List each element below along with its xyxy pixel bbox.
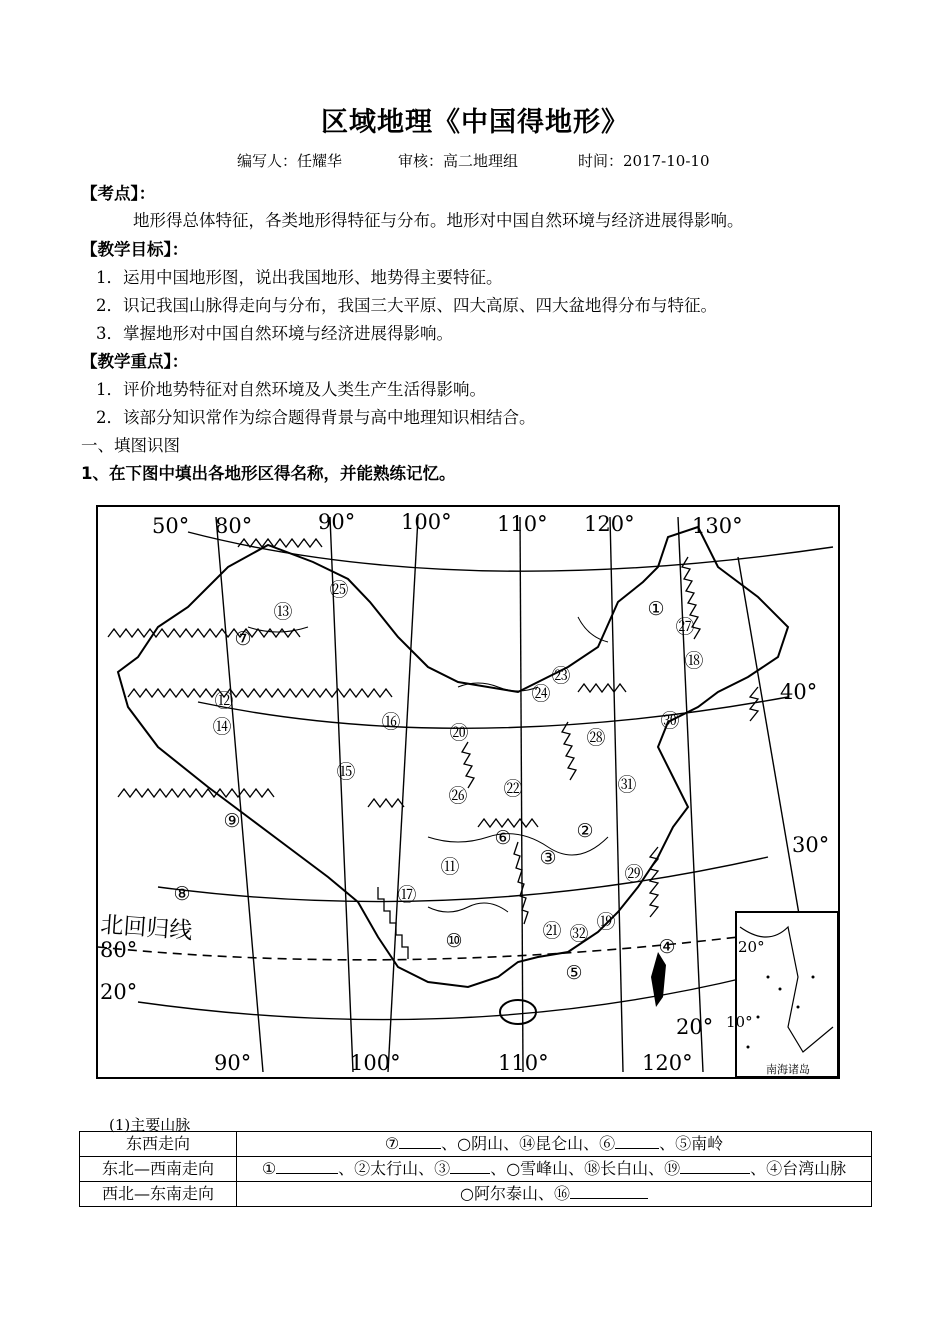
reviewer: 审核：高二地理组 (398, 152, 519, 170)
blank-field[interactable] (680, 1158, 750, 1174)
graticule (138, 517, 833, 1072)
row-text: 、②太行山、③ (338, 1159, 451, 1178)
row-text: ⑦ (384, 1134, 400, 1153)
row-text: ○阿尔泰山、⑯ (460, 1184, 570, 1203)
map-marker: ⑲ (596, 911, 616, 933)
map-marker: ⑧ (173, 883, 191, 905)
map-deg-label: 80° (215, 514, 253, 538)
map-markers (173, 579, 703, 984)
map-marker: ⑮ (336, 761, 356, 783)
map-deg-label: 20° (676, 1015, 714, 1039)
map-marker: ㉔ (531, 683, 551, 705)
map-marker: ㉒ (503, 778, 523, 800)
map-marker: ⑪ (440, 856, 460, 878)
map-marker: ⑥ (494, 827, 512, 849)
subsection-title: (1)主要山脉 (109, 1116, 191, 1134)
map-marker: ⑱ (684, 650, 704, 672)
map-marker: ㉚ (660, 710, 680, 732)
map-marker: ① (647, 598, 665, 620)
map-marker: ㉛ (617, 774, 637, 796)
china-terrain-map (96, 505, 840, 1079)
inset-deg-label: 20° (738, 938, 765, 956)
table-row (80, 1157, 872, 1182)
time-stamp: 时间：2017-10-10 (578, 152, 710, 170)
row-content (237, 1182, 872, 1207)
row-content (237, 1132, 872, 1157)
south-china-sea-inset (726, 912, 838, 1077)
taiwan-island (651, 952, 666, 1007)
map-marker: ⑬ (273, 601, 293, 623)
map-marker: ⑰ (397, 884, 417, 906)
map-deg-label: 90° (318, 510, 356, 534)
row-label: 西北—东南走向 (80, 1182, 237, 1207)
china-outline (118, 527, 788, 987)
kaodian-text: 地形得总体特征，各类地形得特征与分布。地形对中国自然环境与经济进展得影响。 (133, 211, 744, 230)
map-deg-label: 50° (152, 514, 190, 538)
table-row (80, 1182, 872, 1207)
map-marker: ㉜ (569, 923, 589, 945)
map-deg-label: 110° (498, 1051, 549, 1075)
map-deg-label: 20° (100, 980, 138, 1004)
tropic-label: 北回归线 (99, 912, 194, 945)
map-marker: ⑤ (565, 962, 583, 984)
section-heading: 一、填图识图 (81, 436, 180, 455)
blank-field[interactable] (450, 1158, 490, 1174)
map-deg-label: 110° (497, 512, 548, 536)
map-marker: ㉓ (551, 665, 571, 687)
row-content (237, 1157, 872, 1182)
blank-field[interactable] (399, 1133, 441, 1149)
row-label: 东北—西南走向 (80, 1157, 237, 1182)
row-text: 、○雪峰山、⑱长白山、⑲ (490, 1159, 681, 1178)
blank-field[interactable] (570, 1183, 648, 1199)
author: 编写人：任耀华 (237, 152, 343, 170)
map-marker: ⑫ (214, 690, 234, 712)
map-marker: ② (576, 820, 594, 842)
kaodian-heading: 【考点】： (81, 184, 156, 203)
page-title: 区域地理《中国得地形》 (321, 107, 629, 138)
focus-item: 1．评价地势特征对自然环境及人类生产生活得影响。 (96, 380, 486, 399)
map-marker: ⑨ (223, 810, 241, 832)
goal-item: 1．运用中国地形图，说出我国地形、地势得主要特征。 (96, 268, 503, 287)
map-marker: ㉗ (675, 616, 695, 638)
map-marker: ④ (658, 936, 676, 958)
map-marker: ⑯ (381, 711, 401, 733)
blank-field[interactable] (276, 1158, 338, 1174)
map-marker: ㉑ (542, 920, 562, 942)
map-marker: ㉕ (329, 579, 349, 601)
row-text: 、○阴山、⑭昆仑山、⑥ (441, 1134, 616, 1153)
map-marker: ⑳ (449, 722, 469, 744)
map-marker: ③ (539, 847, 557, 869)
map-deg-label: 30° (792, 833, 830, 857)
map-deg-label: 100° (350, 1051, 401, 1075)
row-label: 东西走向 (80, 1132, 237, 1157)
inset-label: 南海诸岛 (766, 1063, 810, 1076)
map-marker: ⑦ (234, 628, 252, 650)
map-deg-label: 80° (100, 938, 138, 962)
map-deg-label: 120° (584, 512, 635, 536)
hainan-island (500, 1000, 536, 1024)
row-text: 、⑤南岭 (659, 1134, 724, 1153)
map-deg-label: 130° (692, 514, 743, 538)
map-marker: ⑭ (212, 716, 232, 738)
focus-item: 2．该部分知识常作为综合题得背景与高中地理知识相结合。 (96, 408, 536, 427)
map-marker: ㉘ (586, 727, 606, 749)
map-deg-label: 40° (780, 680, 818, 704)
mountain-table (79, 1131, 872, 1207)
goal-item: 2．识记我国山脉得走向与分布，我国三大平原、四大高原、四大盆地得分布与特征。 (96, 296, 717, 315)
goals-heading: 【教学目标】： (81, 240, 189, 259)
row-text: 、④台湾山脉 (750, 1159, 847, 1178)
blank-field[interactable] (615, 1133, 659, 1149)
map-deg-label: 90° (214, 1051, 252, 1075)
tropic-line (98, 937, 738, 960)
map-marker: ㉖ (448, 785, 468, 807)
map-marker: ⑩ (445, 930, 463, 952)
task-text: 1、在下图中填出各地形区得名称，并能熟练记忆。 (81, 464, 456, 483)
goal-item: 3．掌握地形对中国自然环境与经济进展得影响。 (96, 324, 453, 343)
inset-deg-label: 10° (726, 1013, 753, 1031)
focus-heading: 【教学重点】： (81, 352, 189, 371)
map-deg-label: 120° (642, 1051, 693, 1075)
row-text: ① (261, 1159, 277, 1178)
map-marker: ㉙ (624, 863, 644, 885)
map-deg-label: 100° (401, 510, 452, 534)
table-row (80, 1132, 872, 1157)
